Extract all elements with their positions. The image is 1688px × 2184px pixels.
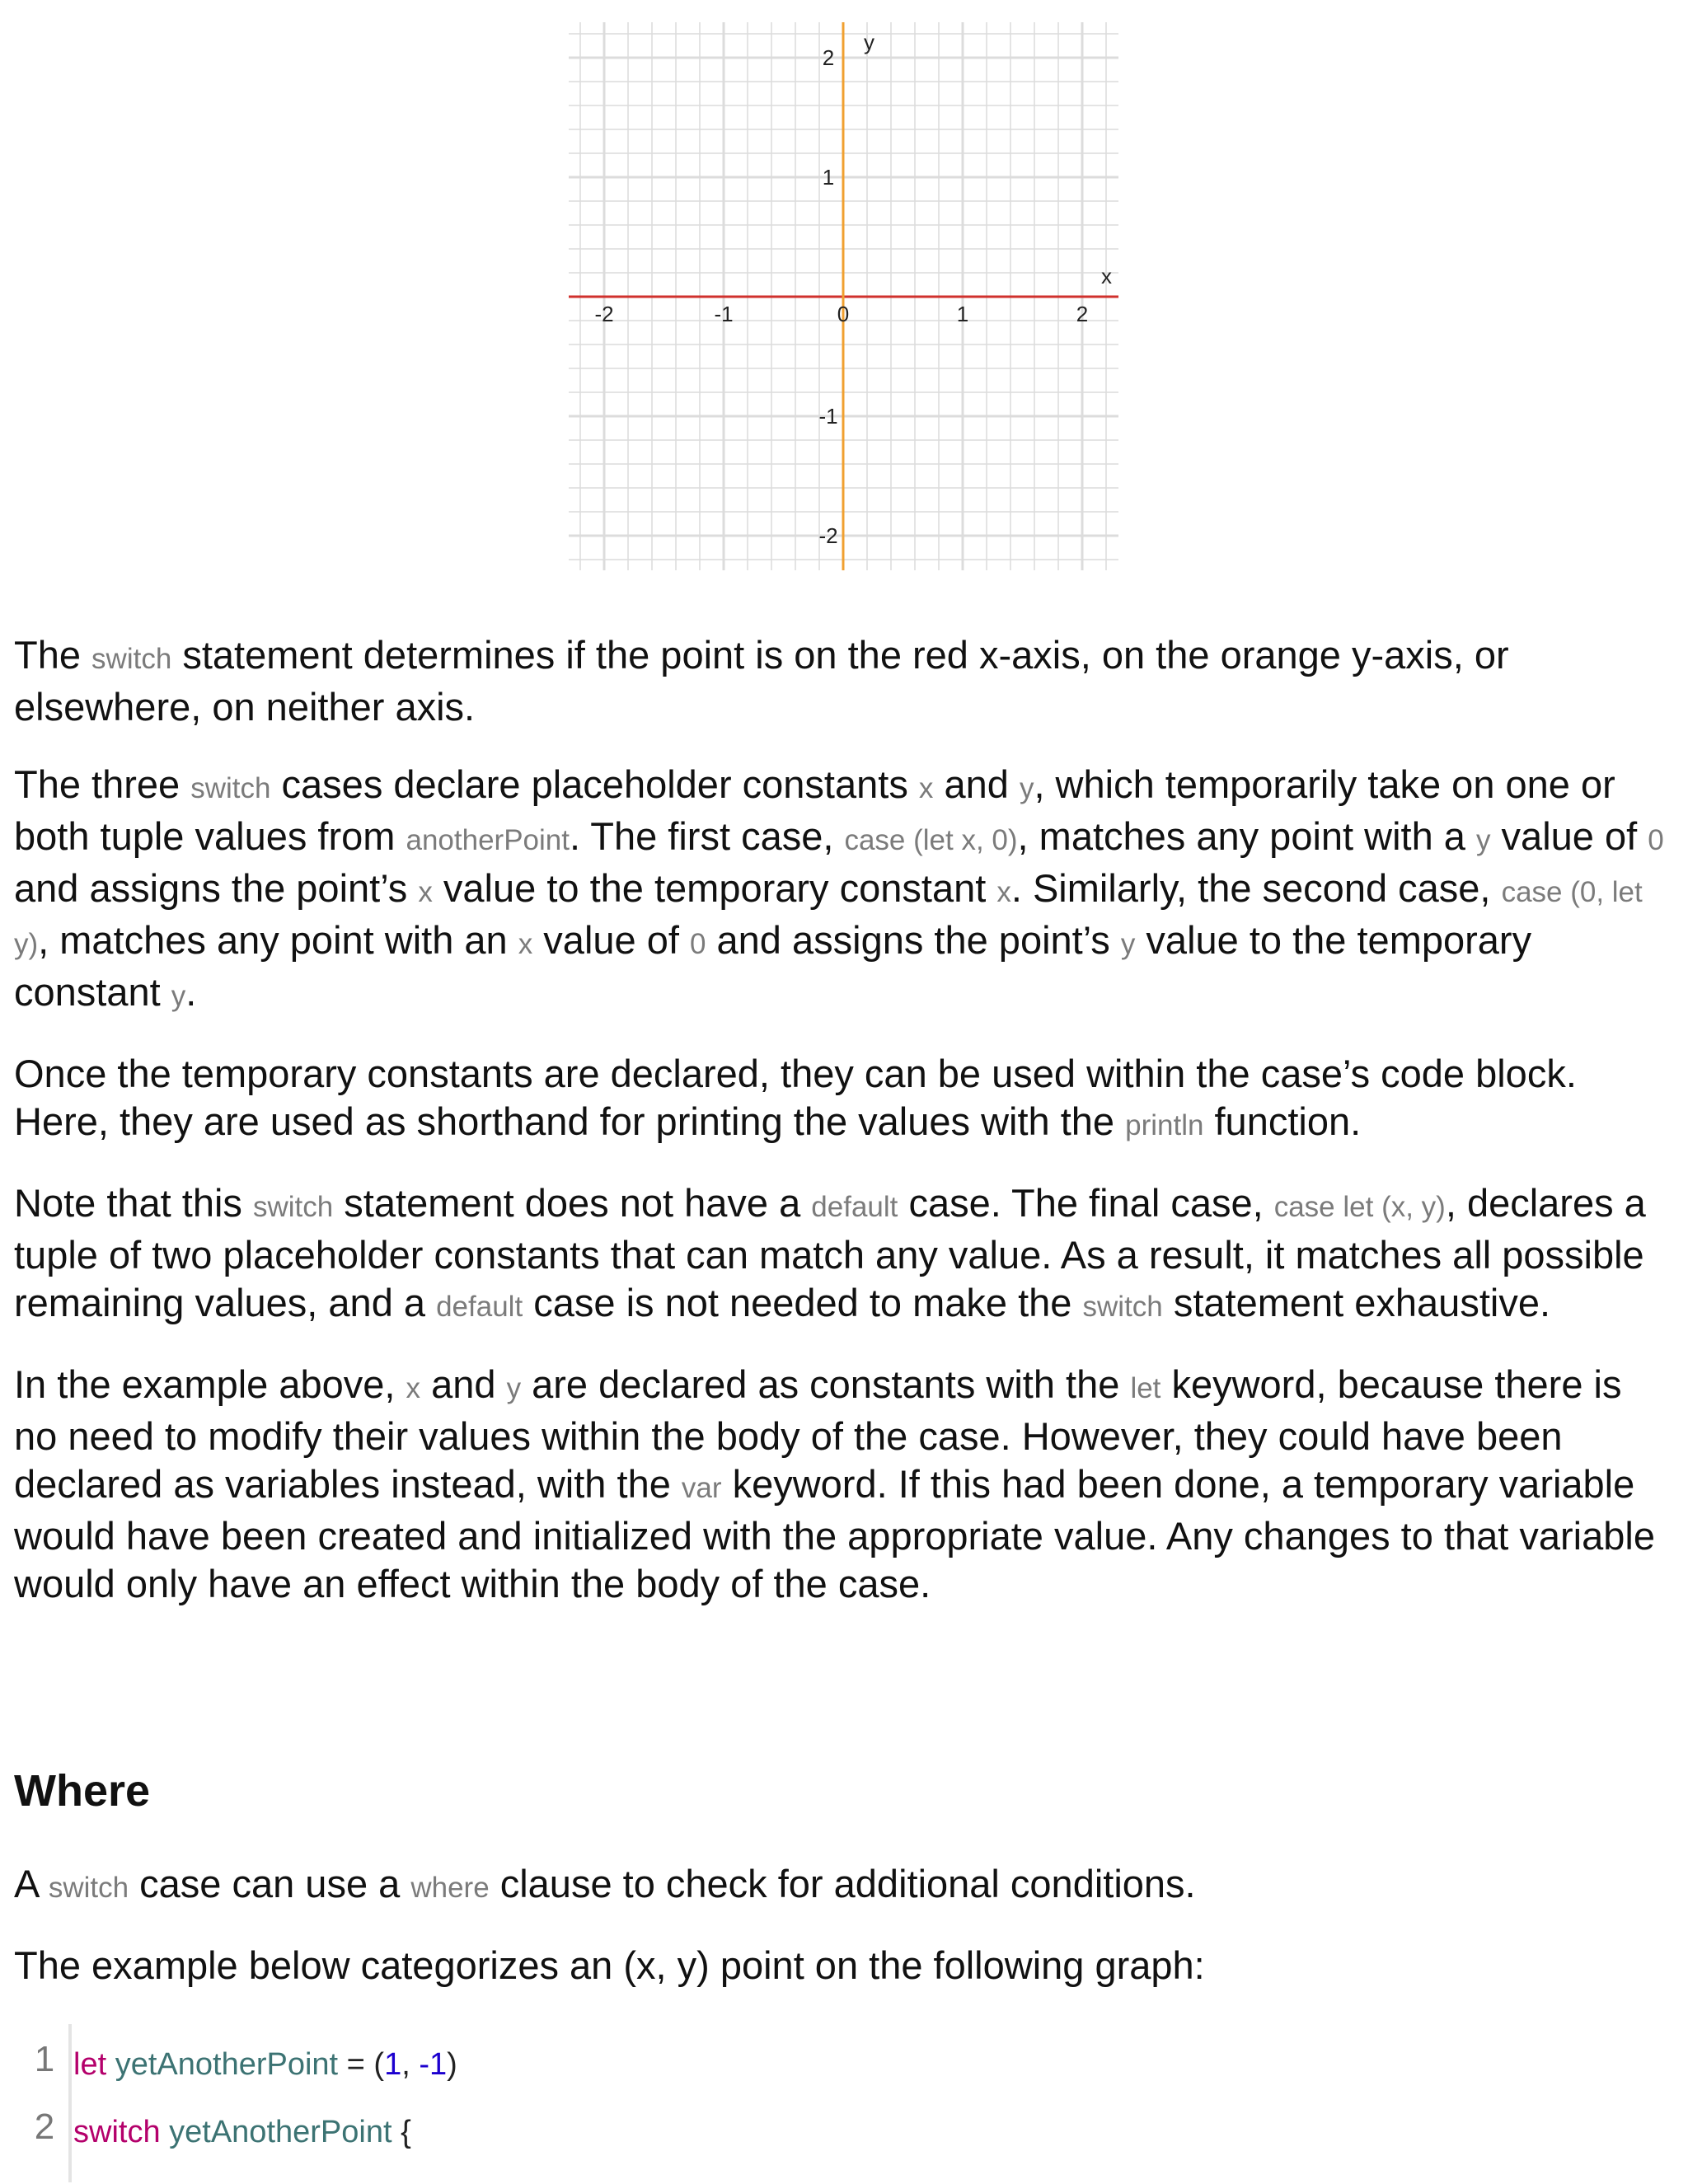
- code-line: [14, 2036, 1674, 2103]
- code-token: {: [392, 2115, 411, 2149]
- paragraph-p4: Note that this switch statement does not have a default case. The final case, case let (x, y), declares a tuple of two placeholder constants that can match any value. As a result, it matches all possible remaining values, and a default case is not needed to make the switch statement exhaustive.: [14, 1181, 1646, 1324]
- y-tick-label: 2: [822, 45, 835, 70]
- inline-code: println: [1125, 1109, 1204, 1141]
- inline-code: default: [436, 1291, 523, 1323]
- inline-code: switch: [48, 1872, 129, 1904]
- inline-code: 0: [689, 928, 706, 960]
- code-token: -1: [419, 2047, 448, 2082]
- x-tick-label: 1: [956, 302, 969, 326]
- y-tick-label: -2: [818, 523, 838, 548]
- line-number: 2: [34, 2107, 55, 2147]
- inline-code: x: [406, 1372, 421, 1404]
- inline-code: where: [410, 1872, 490, 1904]
- inline-code: y: [506, 1372, 522, 1404]
- inline-code: x: [996, 876, 1011, 908]
- inline-code: 0: [1648, 824, 1664, 856]
- paragraph-p3: Once the temporary constants are declared, they can be used within the case’s code block. Here, they are used as shorthand for printing the values with the println function.: [14, 1052, 1577, 1143]
- section-heading-where: Where: [14, 1766, 151, 1816]
- code-text: [73, 2047, 457, 2083]
- code-token: [106, 2047, 115, 2082]
- x-tick-label: -1: [714, 302, 734, 326]
- inline-code: x: [418, 876, 433, 908]
- paragraph-group: [14, 631, 1674, 1608]
- paragraph-group: [14, 1860, 1674, 1990]
- inline-code: anotherPoint: [406, 824, 570, 856]
- paragraph-p1: The switch statement determines if the point is on the red x-axis, on the orange y-axis, or elsewhere, on neither axis.: [14, 633, 1509, 729]
- inline-code: x: [918, 772, 934, 804]
- inline-code: x: [518, 928, 533, 960]
- inline-code: y: [1120, 928, 1136, 960]
- code-token: yetAnotherPoint: [169, 2115, 392, 2149]
- inline-code: switch: [190, 772, 271, 804]
- x-tick-label: 2: [1076, 302, 1089, 326]
- inline-code: y: [171, 980, 186, 1012]
- code-text: [73, 2115, 411, 2150]
- code-block: [14, 2036, 1674, 2171]
- inline-code: case (0, let y): [14, 876, 1643, 960]
- code-token: ): [447, 2047, 457, 2082]
- code-gutter-bar: [68, 2092, 72, 2182]
- inline-code: switch: [91, 643, 172, 675]
- paragraph-p5: In the example above, x and y are declared as constants with the let keyword, because there is no need to modify their values within the body of the case. However, they could have been declared as variables instead, with the var keyword. If this had been done, a temporary variable would have been created and initialized with the appropriate value. Any changes to that variable would only have an effect within the body of the case.: [14, 1362, 1655, 1605]
- inline-code: var: [681, 1472, 722, 1504]
- inline-code: case let (x, y): [1273, 1191, 1446, 1223]
- paragraph-p2: The three switch cases declare placeholder constants x and y, which temporarily take on one or both tuple values from anotherPoint. The first case, case (let x, 0), matches any point with a y value of 0 and assigns the point’s x value to the temporary constant x. Similarly, the second case, case (0, let y), matches any point with an x value of 0 and assigns the point’s y value to the temporary constant y.: [14, 762, 1664, 1014]
- inline-code: case (let x, 0): [844, 824, 1018, 856]
- code-token: ,: [401, 2047, 420, 2082]
- code-token: 1: [384, 2047, 402, 2082]
- x-axis-label: x: [1101, 264, 1112, 288]
- y-tick-label: -1: [818, 404, 838, 429]
- code-token: yetAnotherPoint: [115, 2047, 339, 2082]
- code-token: = (: [338, 2047, 385, 2082]
- document-body: [14, 631, 1674, 2171]
- inline-code: switch: [1082, 1291, 1163, 1323]
- inline-code: y: [1019, 772, 1034, 804]
- code-line: [14, 2103, 1674, 2171]
- code-token: switch: [73, 2115, 161, 2149]
- code-token: [161, 2115, 170, 2149]
- x-tick-label: 0: [837, 302, 850, 326]
- paragraph-p7: The example below categorizes an (x, y) point on the following graph:: [14, 1943, 1205, 1987]
- paragraph-p6: A switch case can use a where clause to check for additional conditions.: [14, 1862, 1196, 1905]
- inline-code: switch: [253, 1191, 334, 1223]
- line-number: 1: [34, 2039, 55, 2079]
- inline-code: y: [1476, 824, 1491, 856]
- y-tick-label: 1: [822, 165, 835, 190]
- coordinate-graph: [0, 0, 1688, 577]
- code-token: let: [73, 2047, 107, 2082]
- inline-code: default: [811, 1191, 898, 1223]
- y-axis-label: y: [864, 30, 874, 54]
- inline-code: let: [1130, 1372, 1161, 1404]
- x-tick-label: -2: [594, 302, 614, 326]
